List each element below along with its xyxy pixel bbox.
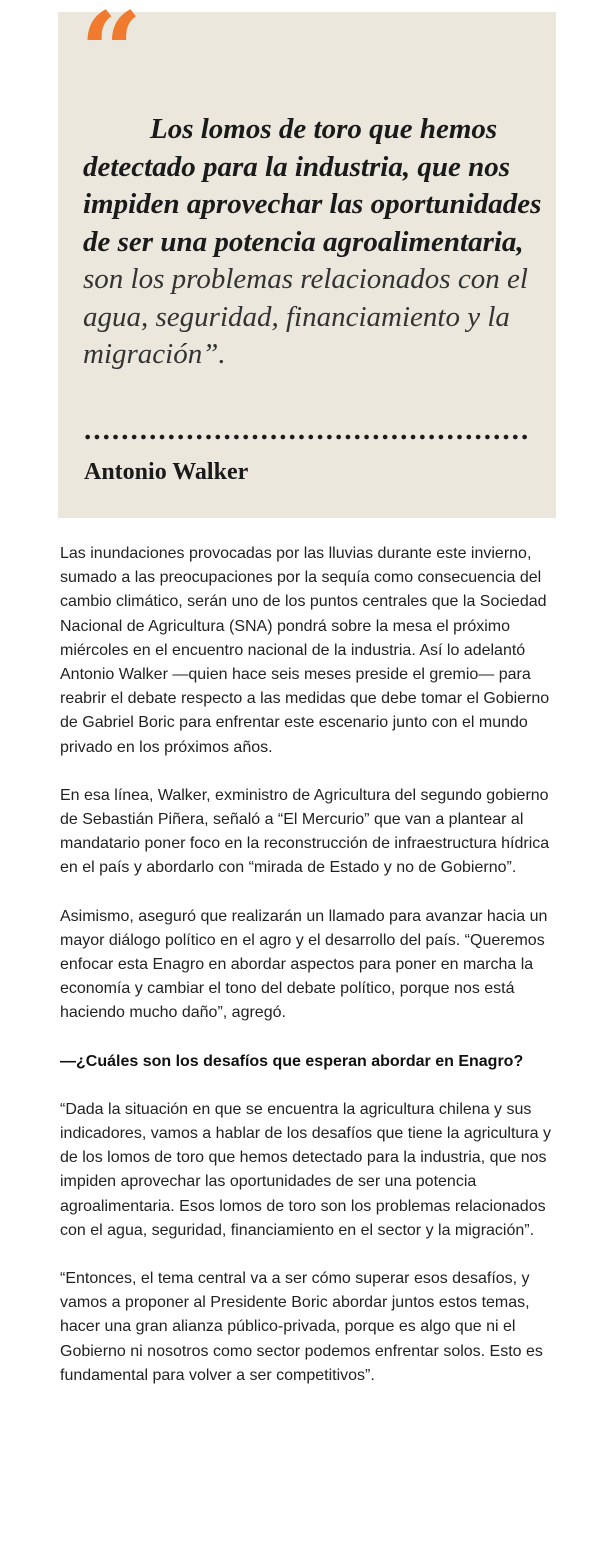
quote-mark-icon: “ — [80, 0, 143, 115]
quote-text-continuation: son los problemas relacionados con el agua, seguridad, financiamiento y la migración”. — [83, 263, 528, 370]
quote-text-emphasis: Los lomos de toro que hemos detectado para la industria, que nos impiden aprovechar las oportunidades de ser una potencia agroalimentaria, — [83, 113, 542, 258]
pull-quote — [58, 0, 556, 518]
article-paragraph: Asimismo, aseguró que realizarán un llamado para avanzar hacia un mayor diálogo político en el agro y el desarrollo del país. “Queremos enfocar esta Enagro en abordar aspectos para poner en marcha la economía y cambiar el tono del debate político, porque nos está haciendo mucho daño”, agregó. — [60, 907, 548, 1022]
interview-question: —¿Cuáles son los desafíos que esperan abordar en Enagro? — [60, 1052, 524, 1070]
article-paragraph: “Entonces, el tema central va a ser cómo superar esos desafíos, y vamos a proponer al Presidente Boric abordar juntos estos temas, hacer una gran alianza público-privada, porque es algo que ni el Gobierno ni nosotros como sector podemos enfrentar solos. Esto es fundamental para volver a ser competitivos”. — [60, 1270, 543, 1384]
quote-text — [83, 111, 543, 374]
quote-author: Antonio Walker — [84, 459, 249, 485]
article-paragraph: “Dada la situación en que se encuentra la agricultura chilena y sus indicadores, vamos a hablar de los desafíos que tiene la agricultura y de los lomos de toro que hemos detectado para la industria, que nos impiden aprovechar las oportunidades de ser una potencia agroalimentaria. Esos lomos de toro son los problemas relacionados con el agua, seguridad, financiamiento en el sector y la migración”. — [60, 1100, 551, 1239]
dotted-divider — [83, 434, 531, 440]
article-body — [60, 542, 560, 1412]
article-paragraph: En esa línea, Walker, exministro de Agricultura del segundo gobierno de Sebastián Piñera, señaló a “El Mercurio” que van a plantear al mandatario poner foco en la reconstrucción de infraestructura hídrica en el país y abordarlo con “mirada de Estado y no de Gobierno”. — [60, 786, 550, 877]
article-paragraph: Las inundaciones provocadas por las lluvias durante este invierno, sumado a las preocupaciones por la sequía como consecuencia del cambio climático, serán uno de los puntos centrales que la Sociedad Nacional de Agricultura (SNA) pondrá sobre la mesa el próximo miércoles en el encuentro nacional de la industria. Así lo adelantó Antonio Walker —quien hace seis meses preside el gremio— para reabrir el debate respecto a las medidas que debe tomar el Gobierno de Gabriel Boric para enfrentar este escenario junto con el mundo privado en los próximos años. — [60, 545, 550, 756]
